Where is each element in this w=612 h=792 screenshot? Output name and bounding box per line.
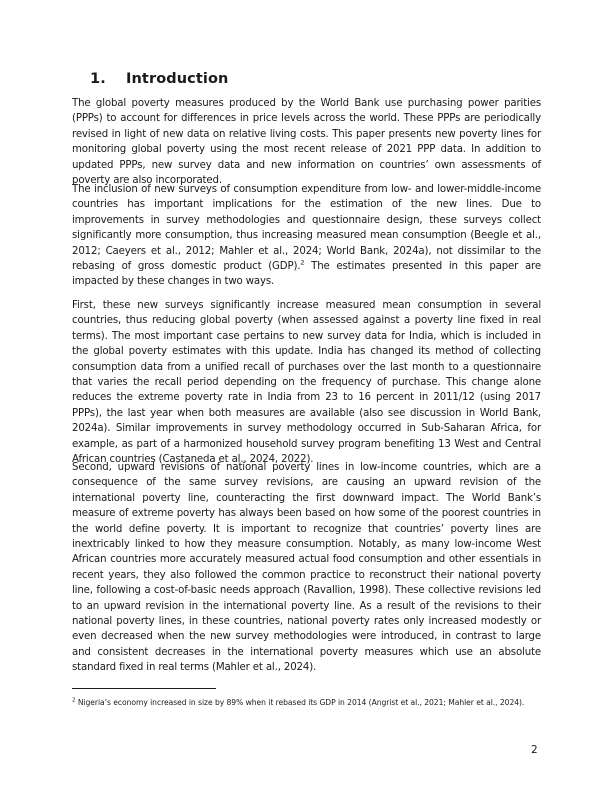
footnote-text: Nigeria’s economy increased in size by 89% when it rebased its GDP in 2014 (Angrist et al., 2021; Mahler et al., 2024). <box>75 698 525 707</box>
section-title: Introduction <box>126 71 229 87</box>
paragraph-1: The global poverty measures produced by the World Bank use purchasing power parities (PPPs) to account for differences in price levels across the world. These PPPs are periodically revised in light of new data on relative living costs. This paper presents new poverty lines for monitoring global poverty using the most recent release of 2021 PPP data. In addition to updated PPPs, new survey data and new information on countries’ own assessments of poverty are also incorporated. <box>72 98 541 187</box>
footnote <box>72 697 541 708</box>
paragraph-2 <box>72 182 541 290</box>
page-number: 2 <box>531 744 538 756</box>
section-number: 1. <box>90 71 106 87</box>
paragraph-4: Second, upward revisions of national poverty lines in low-income countries, which are a consequence of the same survey revisions, are causing an upward revision of the international poverty line, counteracting the first downward impact. The World Bank’s measure of extreme poverty has always been based on how some of the poorest countries in the world define poverty. It is important to recognize that countries’ poverty lines are inextricably linked to how they measure consumption. Notably, as many low-income West African countries more accurately measured actual food consumption and other essentials in recent years, they also followed the common practice to reconstruct their national poverty line, following a cost-of-basic needs approach (Ravallion, 1998). These collective revisions led to an upward revision in the international poverty line. As a result of the revisions to their national poverty lines, in these countries, national poverty rates only increased modestly or even decreased when the new survey methodologies were introduced, in contrast to large and consistent decreases in the international poverty measures which use an absolute standard fixed in real terms (Mahler et al., 2024). <box>72 462 541 674</box>
paragraph-2-text: The inclusion of new surveys of consumption expenditure from low- and lower-middle-income countries has important implications for the estimation of the new lines. Due to improvements in survey methodologies and questionnaire design, these surveys collect significantly more consumption, thus increasing measured mean consumption (Beegle et al., 2012; Caeyers et al., 2012; Mahler et al., 2024; World Bank, 2024a), not dissimilar to the rebasing of gross domestic product (GDP). <box>72 184 541 273</box>
section-heading <box>90 71 228 87</box>
paragraph-3: First, these new surveys significantly increase measured mean consumption in several countries, thus reducing global poverty (when assessed against a poverty line fixed in real terms). The most important case pertains to new survey data for India, which is included in the global poverty estimates with this update. India has changed its method of collecting consumption data from a unified recall of purchases over the last month to a questionnaire that varies the recall period depending on the frequency of purchase. This change alone reduces the extreme poverty rate in India from 23 to 16 percent in 2011/12 (using 2017 PPPs), the last year when both measures are available (also see discussion in World Bank, 2024a). Similar improvements in survey methodology occurred in Sub-Saharan Africa, for example, as part of a harmonized household survey program benefiting 13 West and Central African countries (Castaneda et al., 2024, 2022). <box>72 300 541 466</box>
footnote-reference[interactable]: 2 <box>300 258 305 267</box>
footnote-number: 2 <box>72 697 76 704</box>
paragraph-2-text-end: The estimates presented in this paper are impacted by these changes in two ways. <box>72 261 541 288</box>
footnote-separator <box>72 688 216 689</box>
